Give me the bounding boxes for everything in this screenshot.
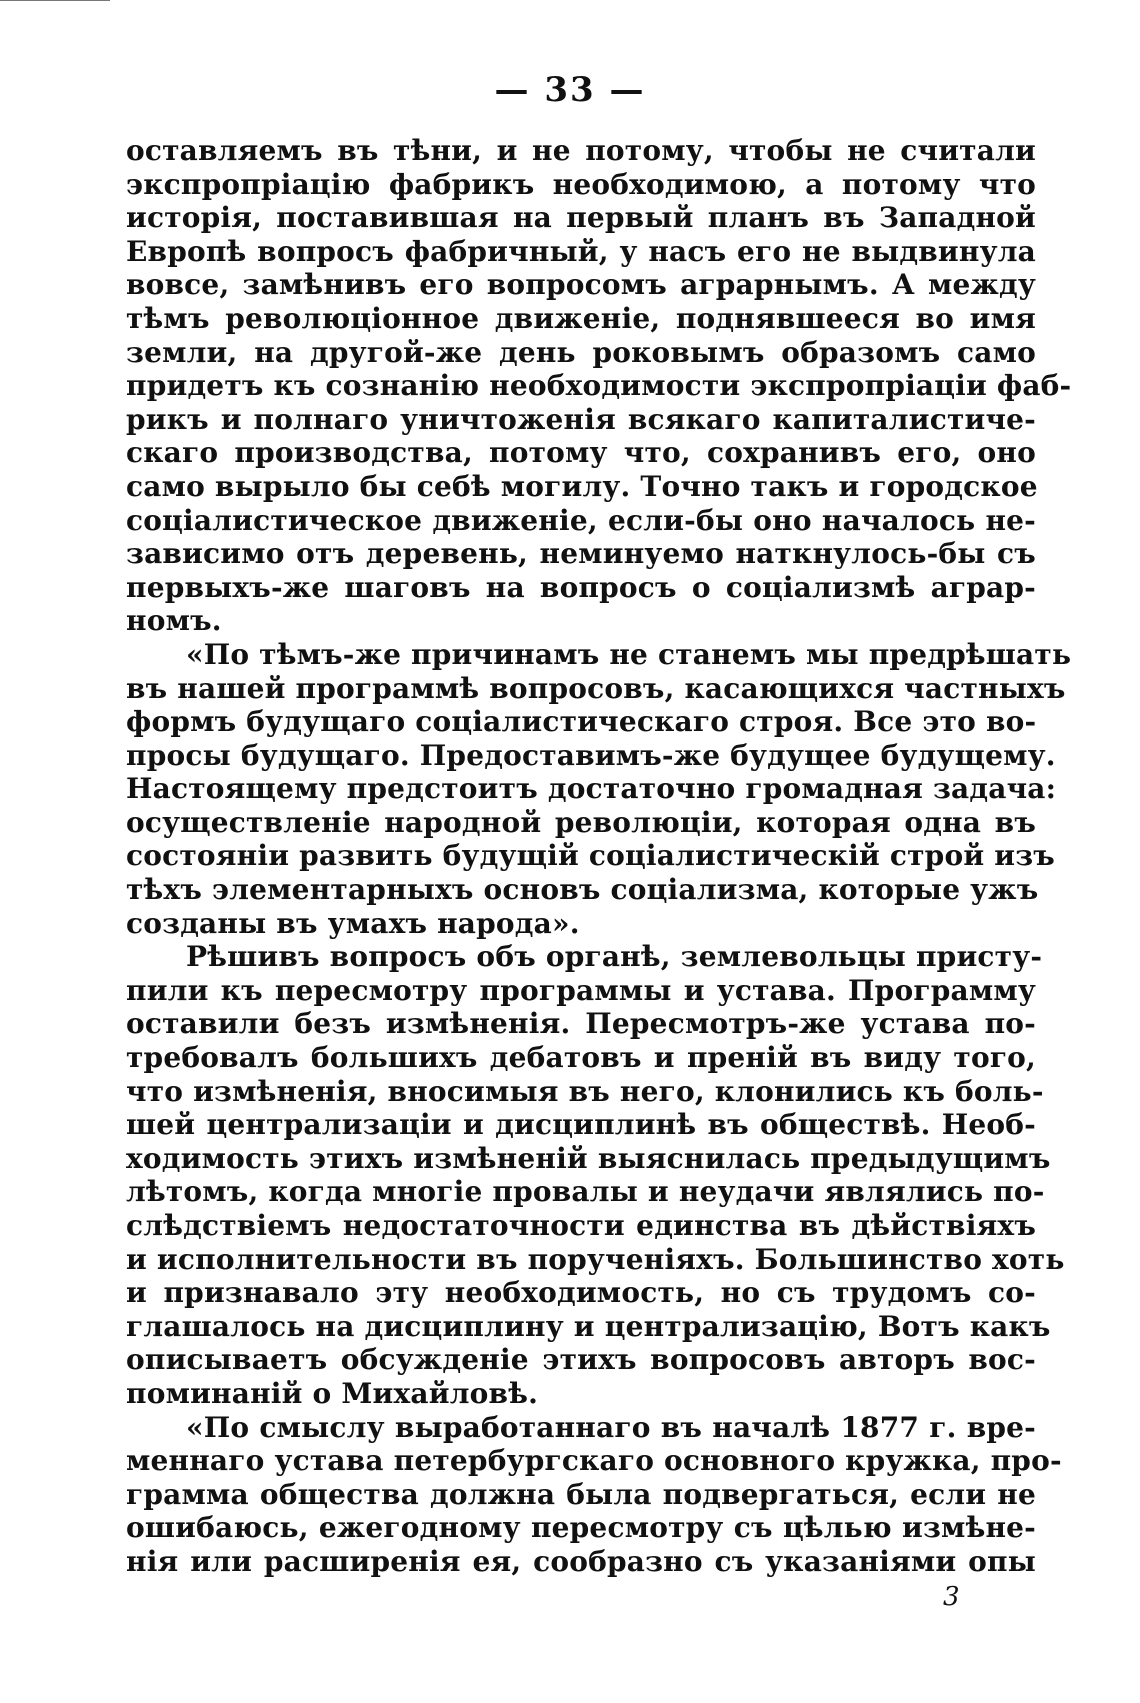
text-line: оставили безъ измѣненія. Пересмотръ-же устава по- <box>126 1007 1036 1041</box>
text-line: тѣмъ революціонное движеніе, поднявшееся во имя <box>126 301 1036 335</box>
text-line: грамма общества должна была подвергаться, если не <box>126 1477 1036 1511</box>
paragraph <box>126 134 1072 638</box>
text-line: поминаній о Михайловѣ. <box>126 1376 539 1410</box>
text-line: «По тѣмъ-же причинамъ не станемъ мы предрѣшать <box>186 637 1072 671</box>
text-line: рикъ и полнаго уничтоженія всякаго капиталистиче- <box>126 402 1036 436</box>
paragraph <box>126 940 1065 1410</box>
text-line: Европѣ вопросъ фабричный, у насъ его не выдвинула <box>126 234 1036 268</box>
text-line: соціалистическое движеніе, если-бы оно началось не- <box>126 503 1036 537</box>
text-line: экспропріацію фабрикъ необходимою, а потому что <box>126 167 1036 201</box>
text-line: что измѣненія, вносимыя въ него, клонились къ боль- <box>126 1074 1044 1108</box>
text-line: придетъ къ сознанію необходимости экспропріаціи фаб- <box>126 369 1072 403</box>
text-line: исторія, поставившая на первый планъ въ Западной <box>126 201 1036 235</box>
text-line: тѣхъ элементарныхъ основъ соціализма, которые ужъ <box>126 873 1039 907</box>
text-line: «По смыслу выработаннаго въ началѣ 1877 г. вре- <box>186 1410 1036 1444</box>
text-line: номъ. <box>126 604 222 638</box>
text-line: въ нашей программѣ вопросовъ, касающихся частныхъ <box>126 671 1066 705</box>
text-line: созданы въ умахъ народа». <box>126 906 580 940</box>
signature-mark: 3 <box>943 1582 960 1612</box>
text-line: меннаго устава петербургскаго основного кружка, про- <box>126 1444 1062 1478</box>
text-line: оставляемъ въ тѣни, и не потому, чтобы не считали <box>126 134 1036 167</box>
text-line: пили къ пересмотру программы и устава. Программу <box>126 973 1036 1007</box>
text-line: ошибаюсь, ежегодному пересмотру съ цѣлью измѣне- <box>126 1511 1036 1545</box>
text-line: Рѣшивъ вопросъ объ органѣ, землевольцы присту- <box>186 940 1043 974</box>
text-line: скаго производства, потому что, сохранивъ его, оно <box>126 436 1036 470</box>
text-line: и исполнительности въ порученіяхъ. Большинство хоть <box>126 1242 1065 1276</box>
paragraph <box>126 1410 1062 1579</box>
text-line: и признавало эту необходимость, но съ трудомъ со- <box>126 1276 1036 1310</box>
paragraph <box>126 637 1072 940</box>
text-line: само вырыло бы себѣ могилу. Точно такъ и городское <box>126 469 1038 503</box>
text-line: Настоящему предстоитъ достаточно громадная задача: <box>126 772 1057 806</box>
text-line: зависимо отъ деревень, неминуемо наткнулось-бы съ <box>126 537 1036 571</box>
text-line: формъ будущаго соціалистическаго строя. Все это во- <box>126 705 1037 739</box>
text-line: описываетъ обсужденіе этихъ вопросовъ авторъ вос- <box>126 1343 1036 1377</box>
text-line: требовалъ большихъ дебатовъ и преній въ виду того, <box>126 1041 1036 1075</box>
body-text <box>126 134 1072 1579</box>
text-line: нія или расширенія ея, сообразно съ указаніями опы <box>126 1544 1036 1578</box>
text-line: осуществленіе народной революціи, которая одна въ <box>126 805 1036 839</box>
text-line: вовсе, замѣнивъ его вопросомъ аграрнымъ. А между <box>126 268 1036 302</box>
text-line: ходимость этихъ измѣненій выяснилась предыдущимъ <box>126 1141 1051 1175</box>
top-edge-rule <box>0 0 110 1</box>
text-line: глашалось на дисциплину и централизацію, Вотъ какъ <box>126 1309 1051 1343</box>
text-line: просы будущаго. Предоставимъ-же будущее будущему. <box>126 738 1056 772</box>
text-line: слѣдствіемъ недостаточности единства въ дѣйствіяхъ <box>126 1209 1036 1242</box>
text-line: земли, на другой-же день роковымъ образомъ само <box>126 335 1036 369</box>
text-line: состояніи развить будущій соціалистическій строй изъ <box>126 839 1055 873</box>
text-line: лѣтомъ, когда многіе провалы и неудачи являлись по- <box>126 1175 1045 1209</box>
text-line: шей централизаціи и дисциплинѣ въ обществѣ. Необ- <box>126 1108 1036 1142</box>
page-number: — 33 — <box>494 70 646 110</box>
text-line: первыхъ-же шаговъ на вопросъ о соціализмѣ аграр- <box>126 570 1036 604</box>
